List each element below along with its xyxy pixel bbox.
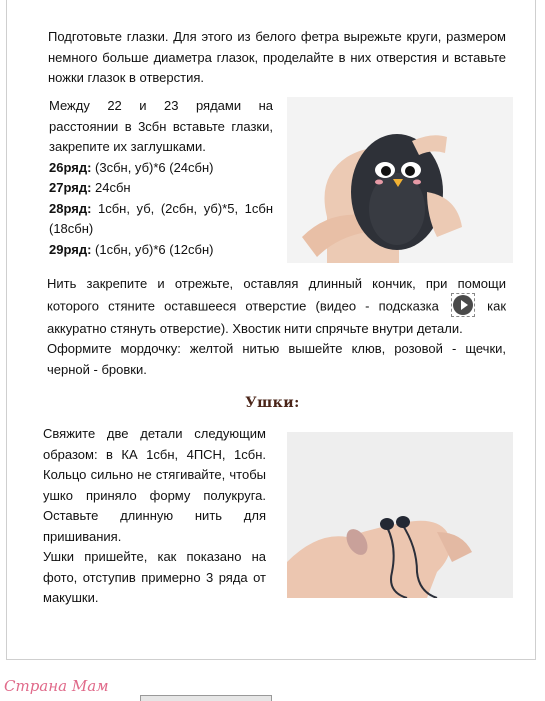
row-label: 28ряд: xyxy=(49,200,92,216)
eyes-paragraph: Между 22 и 23 рядами на расстоянии в 3сбн вставьте глазки, закрепите их заглушками. xyxy=(49,98,273,154)
row-28 xyxy=(49,199,273,240)
penguin-photo xyxy=(287,97,513,263)
row-text: 1сбн, уб, (2сбн, уб)*5, 1сбн (18сбн) xyxy=(49,200,273,236)
horizontal-scrollbar[interactable] xyxy=(140,695,272,701)
intro-paragraph: Подготовьте глазки. Для этого из белого фетра вырежьте круги, размером немного больше диаметра глазок, проделайте в них отверстия и вставьте ножки глазок в отверстия. xyxy=(48,29,506,85)
row-text: 24сбн xyxy=(91,180,131,195)
ears-in-hand-illustration xyxy=(287,432,513,598)
row-27 xyxy=(49,178,273,199)
row-29 xyxy=(49,240,273,261)
finish-paragraph xyxy=(47,274,506,380)
video-play-icon[interactable] xyxy=(451,293,475,317)
row-label: 26ряд: xyxy=(49,159,92,175)
ears-attach-paragraph: Ушки пришейте, как показано на фото, отступив примерно 3 ряда от макушки. xyxy=(43,549,266,605)
ears-block xyxy=(43,424,266,609)
row-label: 27ряд: xyxy=(49,180,92,195)
rows-block xyxy=(49,96,273,260)
penguin-in-hand-illustration xyxy=(287,97,513,263)
row-text: (1сбн, уб)*6 (12сбн) xyxy=(91,241,214,257)
finish-text-end: как аккуратно стянуть отверстие). Хвостик нити спрячьте внутри детали. xyxy=(47,297,506,336)
ears-heading: Ушки: xyxy=(245,395,300,411)
row-text: (3сбн, уб)*6 (24сбн) xyxy=(91,159,214,175)
finish-text-start: Нить закрепите и отрежьте, оставляя длинный кончик, при помощи которого стяните оставшееся отверстие (видео - подсказка xyxy=(47,276,506,313)
row-label: 29ряд: xyxy=(49,241,92,257)
row-26 xyxy=(49,158,273,179)
ears-paragraph: Свяжите две детали следующим образом: в КА 1сбн, 4ПСН, 1сбн. Кольцо сильно не стягивайте, чтобы ушко приняло форму полукруга. Оставьте длинную нить для пришивания. xyxy=(43,426,266,544)
site-watermark: Страна Мам xyxy=(4,677,109,695)
face-paragraph: Оформите мордочку: желтой нитью вышейте клюв, розовой - щечки, черной - бровки. xyxy=(47,341,506,377)
ears-photo xyxy=(287,432,513,598)
